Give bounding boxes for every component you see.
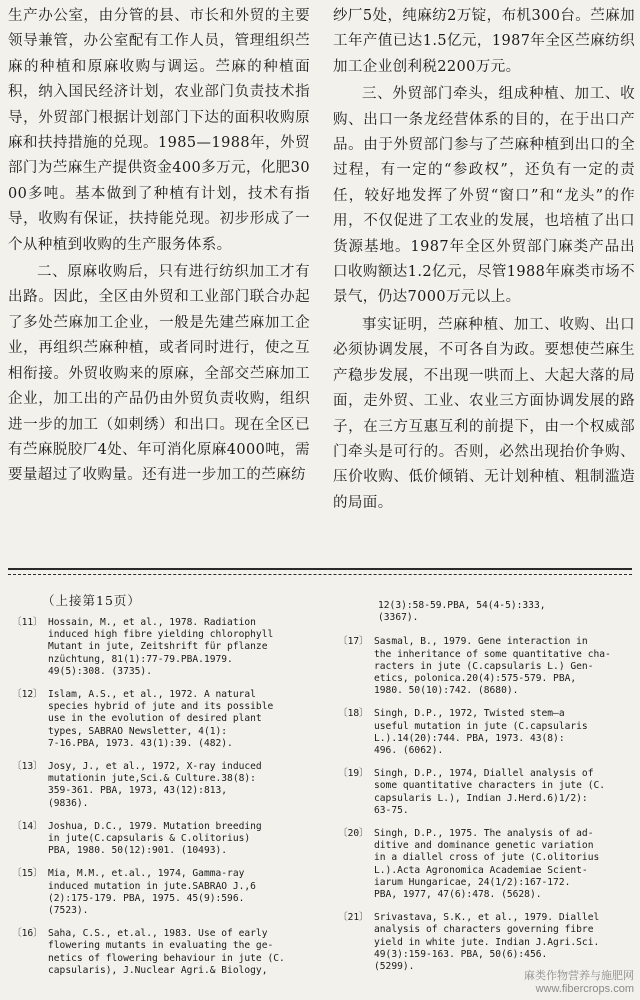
- reference-number: 〔15〕: [12, 868, 43, 880]
- reference-number: 〔21〕: [338, 912, 369, 924]
- article-paragraph: 事实证明，苎麻种植、加工、收购、出口必须协调发展，不可各自为政。要想使苎麻生产稳步发展，不出现一哄而上、大起大落的局面，走外贸、工业、农业三方面协调发展的路子，在三方互惠互利的前提下，由一个权威部门牵头是可行的。否则，必然出现抬价争购、压价收购、低价倾销、无计划种植、粗制滥造的局面。: [333, 316, 635, 511]
- reference-number: 〔13〕: [12, 761, 43, 773]
- reference-entry: [338, 768, 634, 817]
- article-paragraph: 二、原麻收购后，只有进行纺织加工才有出路。因此，全区由外贸和工业部门联合办起了多处苎麻加工企业，一般是先建苎麻加工企业，再组织苎麻种植，或者同时进行，使之互相衔接。外贸收购来的原麻，全部交苎麻加工企业，加工出的产品仍由外贸负责收购，组织进一步的加工（如剌绣）和出口。现在全区已有苎麻脱胶厂4处、年可消化原麻4000吨，需要量超过了收购量。还有进一步加工的苎麻纺: [8, 264, 310, 484]
- references-left-column: [12, 592, 308, 988]
- reference-number: 〔11〕: [12, 617, 43, 628]
- watermark-title: 麻类作物营养与施肥网: [524, 970, 634, 982]
- reference-number: 〔12〕: [12, 689, 43, 701]
- reference-number: 〔20〕: [338, 828, 369, 840]
- reference-entry: [12, 689, 308, 750]
- reference-number: 〔19〕: [338, 768, 369, 780]
- watermark-url: www.fibercrops.com: [535, 983, 634, 995]
- reference-continuation: 12(3):58-59.PBA, 54(4-5):333, (3367).: [378, 600, 546, 624]
- site-watermark: [524, 970, 634, 996]
- reference-entry: [12, 617, 308, 678]
- reference-text: Josy, J., et al., 1972, X-ray induced mutationin jute,Sci.& Culture.38(8): 359-361. PBA, 1973, 43(12):813, (9836).: [48, 761, 262, 809]
- article-right-column: [333, 4, 635, 518]
- reference-text: Islam, A.S., et al., 1972. A natural species hybrid of jute and its possible use in the evolution of desired plant types, SABRAO Newsletter, 4(1): 7-16.PBA, 1973. 43(1):39. (482).: [48, 689, 274, 749]
- references-right-column: [338, 600, 634, 984]
- reference-entry: [338, 828, 634, 901]
- reference-entry: [12, 928, 308, 977]
- reference-entry: [12, 821, 308, 858]
- reference-text: Singh, D.P., 1972, Twisted stem—a useful mutation in jute (C.capsularis L.).14(20):744. PBA, 1973. 43(8): 496. (6062).: [374, 708, 588, 757]
- reference-number: 〔18〕: [338, 708, 369, 720]
- reference-text: Srivastava, S.K., et al., 1979. Diallel analysis of characters governing fibre yield in white jute. Indian J.Agri.Sci. 49(3):159-163. PBA, 50(6):456. (5299).: [374, 912, 600, 973]
- article-left-column: [8, 4, 310, 491]
- article-paragraph: 生产办公室，由分管的县、市长和外贸的主要领导兼管，办公室配有工作人员，管理组织苎麻的种植和原麻收购与调运。苎麻的种植面积，纳入国民经济计划，农业部门负责技术指导，外贸部门根据计划部门下达的面积收购原麻和扶持措施的兑现。1985—1988年，外贸部门为苎麻生产提供资金400多万元，化肥3000多吨。基本做到了种植有计划，技术有指导，收购有保证，扶持能兑现。初步形成了一个从种植到收购的生产服务体系。: [8, 8, 310, 253]
- article-paragraph: 三、外贸部门牵头，组成种植、加工、收购、出口一条龙经营体系的目的，在于出口产品。由于外贸部门参与了苎麻种植到出口的全过程，有一定的“参政权”，还负有一定的责任，较好地发挥了外贸“窗口”和“龙头”的作用，不仅促进了工农业的发展，也培植了出口货源基地。1987年全区外贸部门麻类产品出口收购额达1.2亿元，尽管1988年麻类市场不景气，仍达7000万元以上。: [333, 86, 635, 306]
- reference-text: Joshua, D.C., 1979. Mutation breeding in jute(C.capsularis & C.olitorius) PBA, 1980. 50(12):901. (10493).: [48, 820, 262, 857]
- reference-entry: [338, 708, 634, 757]
- reference-text: Singh, D.P., 1975. The analysis of ad- ditive and dominance genetic variation in a diallel cross of jute (C.olitorius L.).Acta Agronomica Academiae Scient- iarum Hungaricae, 24(1/2):167-172. PBA, 1977, 47(6):478. (5628).: [374, 828, 600, 901]
- reference-entry: [338, 636, 634, 697]
- reference-entry: [338, 912, 634, 973]
- reference-number: 〔16〕: [12, 928, 43, 940]
- reference-number: 〔17〕: [338, 636, 369, 648]
- reference-text: Singh, D.P., 1974, Diallel analysis of some quantitative characters in jute (C. capsularis L.), Indian J.Herd.6)1/2): 63-75.: [374, 768, 606, 816]
- reference-number: 〔14〕: [12, 820, 43, 832]
- reference-entry: [12, 761, 308, 810]
- reference-text: Sasmal, B., 1979. Gene interaction in the inheritance of some quantitative cha- racters in jute (C.capsularis L.) Gen- etics, polonica.20(4):575-579. PBA, 1980. 50(10):742. (8680).: [374, 636, 611, 697]
- reference-text: Saha, C.S., et.al., 1983. Use of early flowering mutants in evaluating the ge- netics of flowering behaviour in jute (C. capsularis), J.Nuclear Agri.& Biology,: [48, 928, 285, 976]
- references-heading: （上接第15页）: [42, 593, 141, 608]
- reference-text: Mia, M.M., et.al., 1974, Gamma-ray induced mutation in jute.SABRAO J.,6 (2):175-179. PBA, 1975. 45(9):596. (7523).: [48, 868, 256, 917]
- section-divider: [8, 568, 632, 575]
- article-paragraph: 纱厂5处，纯麻纺2万锭，布机300台。苎麻加工年产值已达1.5亿元，1987年全区苎麻纺织加工企业创利税2200万元。: [333, 8, 635, 75]
- reference-text: Hossain, M., et al., 1978. Radiation induced high fibre yielding chlorophyll Mutant in jute, Zeitshrift für pflanze nzüchtung, 81(1):77-79.PBA.1979. 49(5):308. (3735).: [48, 617, 274, 677]
- reference-entry: [12, 868, 308, 917]
